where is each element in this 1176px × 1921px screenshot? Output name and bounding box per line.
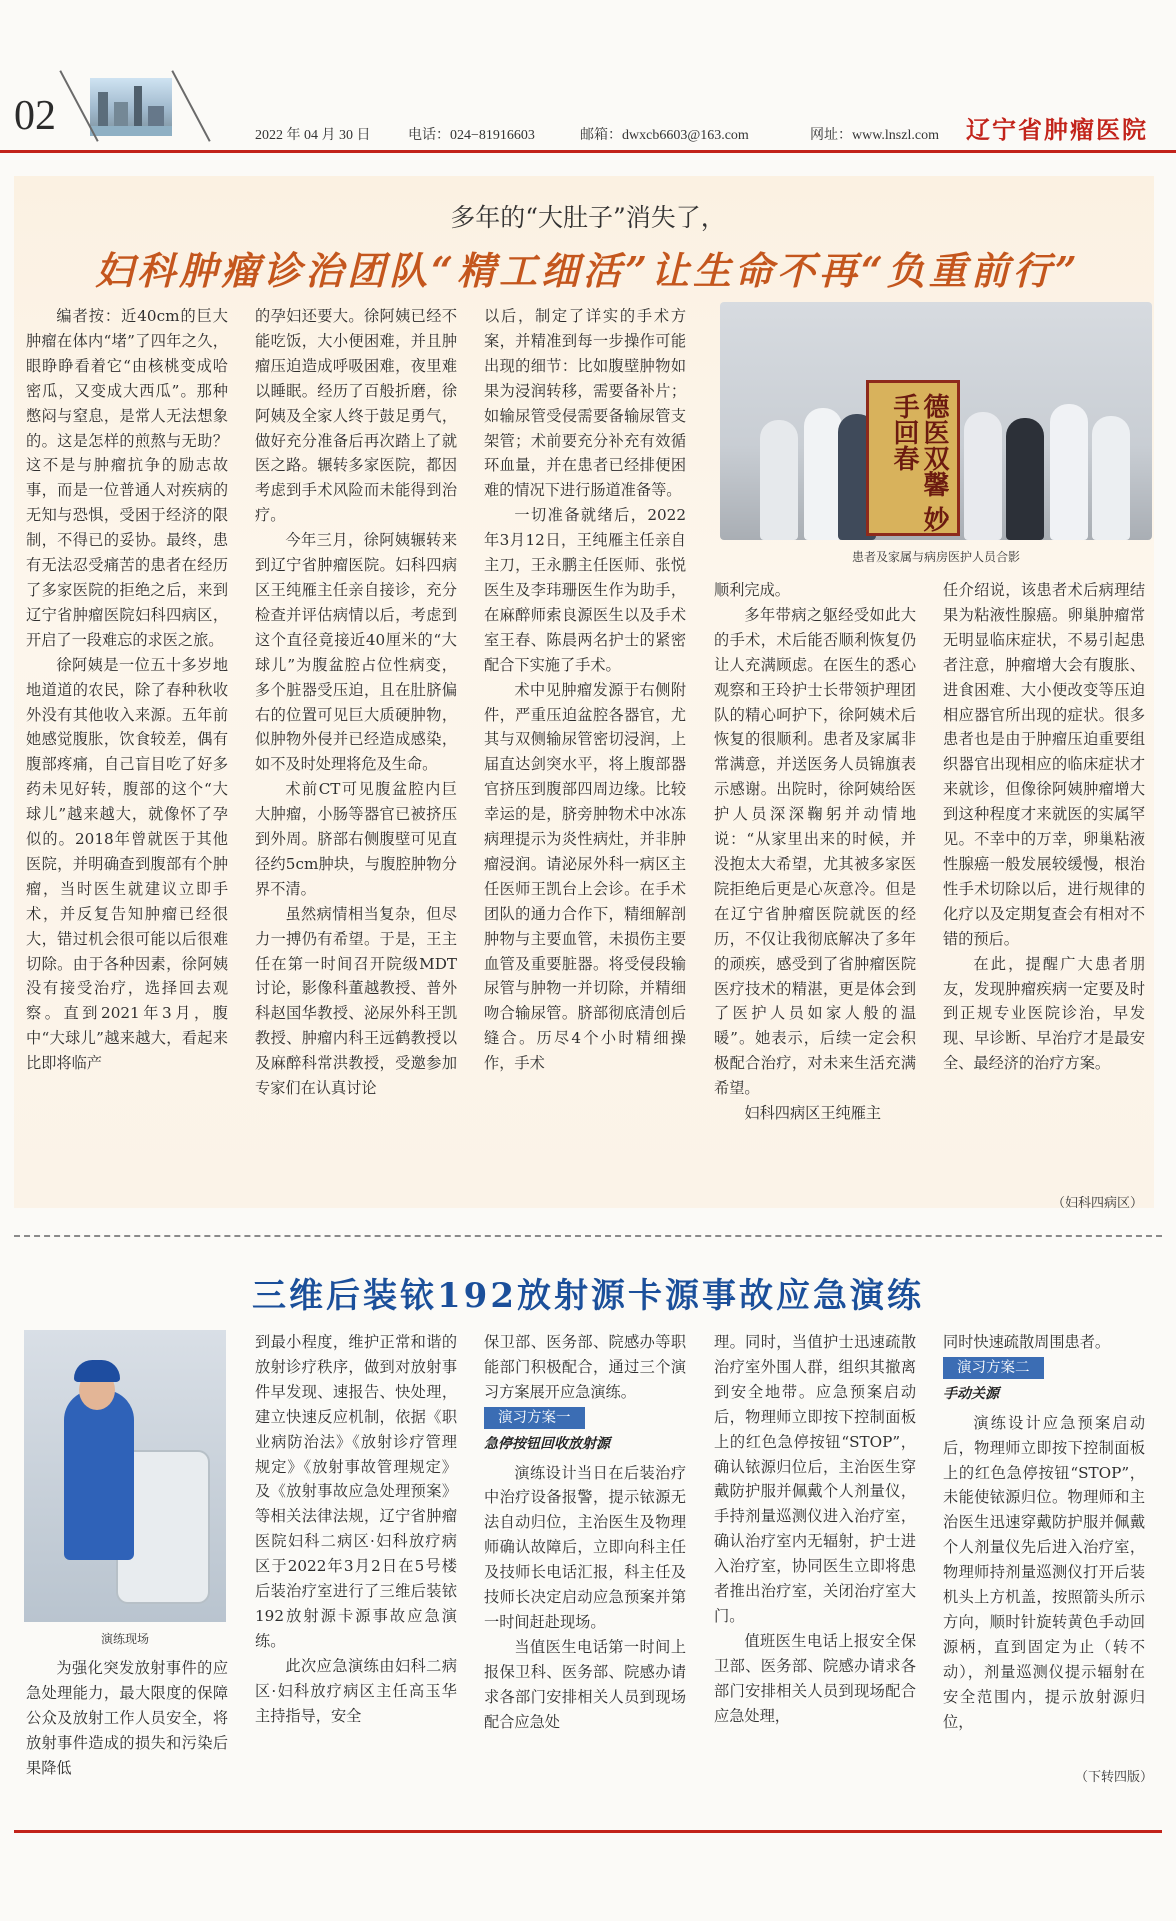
article-1-column-5 [943, 578, 1145, 1076]
paragraph: 理。同时，当值护士迅速疏散治疗室外围人群，组织其撤离到安全地带。应急预案启动后，物理师立即按下控制面板上的红色急停按钮“STOP”，确认铱源归位后，主治医生穿戴防护服并佩戴个人剂量仪，手持剂量巡测仪进入治疗室，确认治疗室内无辐射，护士进入治疗室，协同医生立即将患者推出治疗室，关闭治疗室大门。 [714, 1333, 916, 1625]
paragraph: 以后，制定了详实的手术方案，并精准到每一步操作可能出现的细节：比如腹壁肿物如果为浸润转移，需要备补片；如输尿管受侵需要备输尿管支架管；术前要充分补充有效循环血量，并在患者已经排便困难的情况下进行肠道准备等。 [484, 307, 686, 500]
website-link[interactable]: 网址：www.lnszl.com [810, 128, 939, 143]
article-2-column-4 [714, 1330, 916, 1729]
issue-date: 2022 年 04 月 30 日 [255, 128, 371, 143]
paragraph: 的孕妇还要大。徐阿姨已经不能吃饭，大小便困难，并且肿瘤压迫造成呼吸困难，夜里难以睡眠。经历了百般折磨，徐阿姨及全家人终于鼓足勇气，做好充分准备后再次踏上了就医之路。辗转多家医院，都因考虑到手术风险而未能得到治疗。 [255, 307, 457, 525]
article-1-column-4 [714, 578, 916, 1126]
article-1-column-1 [26, 304, 228, 1076]
article-1-signature: （妇科四病区） [1052, 1196, 1144, 1211]
drill-site-photo [24, 1330, 226, 1622]
paragraph: 编者按：近40cm的巨大肿瘤在体内“堵”了四年之久，眼睁睁看着它“由核桃变成哈密瓜，又变成大西瓜”。那种憋闷与窒息，是常人无法想象的。这是怎样的煎熬与无助？这不是与肿瘤抗争的励志故事，而是一位普通人对疾病的无知与恐惧，受困于经济的限制，不得已的妥协。最终，患有无法忍受痛苦的患者在经历了多家医院的拒绝之后，来到辽宁省肿瘤医院妇科四病区，开启了一段难忘的求医之旅。 [26, 307, 228, 649]
article-2-column-5 [943, 1330, 1145, 1735]
hospital-brand: 辽宁省肿瘤医院 [966, 115, 1148, 144]
article-1-headline: 妇科肿瘤诊治团队“精工细活”让生命不再“负重前行” [95, 248, 1081, 293]
article-2-photo-caption: 演练现场 [100, 1632, 149, 1646]
article-2-column-2 [255, 1330, 457, 1729]
paragraph: 任介绍说，该患者术后病理结果为粘液性腺癌。卵巢肿瘤常无明显临床症状，不易引起患者注意，肿瘤增大会有腹胀、进食困难、大小便改变等压迫相应器官所出现的症状。很多患者也是由于肿瘤压迫重要组织器官出现相应的临床症状才来就诊，但像徐阿姨肿瘤增大到这种程度才来就医的实属罕见。不幸中的万幸，卵巢粘液性腺癌一般发展较缓慢，根治性手术切除以后，进行规律的化疗以及定期复查会有相对不错的预后。 [943, 581, 1145, 948]
paragraph: 一切准备就绪后，2022年3月12日，王纯雁主任亲自主刀，王永鹏主任医师、张悦医生及李玮珊医生作为助手，在麻醉师索良源医生以及手术室王春、陈晨两名护士的紧密配合下实施了手术。 [484, 506, 686, 674]
article-1-photo-caption: 患者及家属与病房医护人员合影 [851, 550, 1020, 564]
contact-email: 邮箱：dwxcb6603@163.com [580, 128, 749, 143]
article-1-column-2 [255, 304, 457, 1101]
footer-rule [14, 1830, 1162, 1833]
paragraph: 妇科四病区王纯雁主 [744, 1104, 882, 1123]
header-rule [0, 150, 1176, 153]
article-2-column-3 [484, 1330, 686, 1735]
paragraph: 术前CT可见腹盆腔内巨大肿瘤，小肠等器官已被挤压到外周。脐部右侧腹壁可见直径约5cm肿块，与腹腔肿物分界不清。 [255, 780, 457, 898]
paragraph: 徐阿姨是一位五十多岁地地道道的农民，除了春种秋收外没有其他收入来源。五年前她感觉腹胀，饮食较差，偶有腹部疼痛，自己盲目吃了好多药未见好转，腹部的这个“大球儿”越来越大，就像怀了孕似的。2018年曾就医于其他医院，并明确查到腹部有个肿瘤，当时医生就建议立即手术，并反复告知肿瘤已经很大，错过机会很可能以后很难切除。由于各种因素，徐阿姨没有接受治疗，选择回去观察。直到2021年3月，腹中“大球儿”越来越大，看起来比即将临产 [26, 655, 228, 1073]
paragraph: 保卫部、医务部、院感办等职能部门积极配合，通过三个演习方案展开应急演练。 [484, 1333, 686, 1401]
paragraph: 在此，提醒广大患者朋友，发现肿瘤疾病一定要及时到正规专业医院诊治，早发现、早诊断、早治疗才是最安全、最经济的治疗方案。 [943, 954, 1145, 1073]
paragraph: 为强化突发放射事件的应急处理能力，最大限度的保障公众及放射工作人员安全，将放射事件造成的损失和污染后果降低 [26, 1659, 228, 1777]
paragraph: 今年三月，徐阿姨辗转来到辽宁省肿瘤医院。妇科四病区王纯雁主任亲自接诊，充分检查并评估病情以后，考虑到这个直径竟接近40厘米的“大球儿”为腹盆腔占位性病变，多个脏器受压迫，且在肚脐偏右的位置可见巨大质硬肿物，似肿物外侵并已经造成感染，如不及时处理将危及生命。 [255, 531, 457, 774]
paragraph: 值班医生电话上报安全保卫部、医务部、院感办请求各部门安排相关人员到现场配合应急处理， [714, 1631, 916, 1725]
paragraph: 术中见肿瘤发源于右侧附件，严重压迫盆腔各器官，尤其与双侧输尿管密切浸润，上届直达剑突水平，将上腹部器官挤压到腹部四周边缘。比较幸运的是，脐旁肿物术中冰冻病理提示为炎性病灶，并非肿瘤浸润。请泌尿外科一病区主任医师王凯台上会诊。在手术团队的通力合作下，精细解剖肿物与主要血管，未损伤主要血管及重要脏器。将受侵段输尿管与肿物一并切除，并精细吻合输尿管。脐部彻底清创后缝合。历尽4个小时精细操作，手术 [484, 680, 686, 1073]
paragraph: 到最小程度，维护正常和谐的放射诊疗秩序，做到对放射事件早发现、速报告、快处理，建立快速反应机制，依据《职业病防治法》《放射诊疗管理规定》《放射事故管理规定》及《放射事故应急处理预案》等相关法律法规，辽宁省肿瘤医院妇科二病区·妇科放疗病区于2022年3月2日在5号楼后装治疗室进行了三维后装铱192放射源卡源事故应急演练。 [255, 1333, 457, 1650]
plan-2-tag: 演习方案二 [943, 1357, 1044, 1379]
paragraph: 演练设计应急预案启动后，物理师立即按下控制面板上的红色急停按钮“STOP”，未能使铱源归位。物理师和主治医生迅速穿戴防护服并佩戴个人剂量仪先后进入治疗室，物理师持剂量巡测仪打开后装机头上方机盖，按照箭头所示方向，顺时针旋转黄色手动回源柄，直到固定为止（转不动），剂量巡测仪提示辐射在安全范围内，提示放射源归位， [943, 1413, 1145, 1731]
header-divider-right [171, 70, 210, 142]
paragraph: 虽然病情相当复杂，但尽力一搏仍有希望。于是，王主任在第一时间召开院级MDT讨论，影像科董越教授、普外科赵国华教授、泌尿外科王凯教授、肿瘤内科王远鹤教授以及麻醉科常洪教授，受邀参加专家们在认真讨论 [255, 904, 457, 1098]
article-1-subtitle: 多年的“大肚子”消失了， [450, 203, 726, 232]
article-2-column-1 [26, 1656, 228, 1781]
section-divider [14, 1235, 1162, 1237]
article-1-column-3 [484, 304, 686, 1076]
header-thumbnail [90, 78, 172, 136]
paragraph: 当值医生电话第一时间上报保卫科、医务部、院感办请求各部门安排相关人员到现场配合应急处 [484, 1637, 686, 1731]
paragraph: 同时快速疏散周围患者。 [943, 1333, 1111, 1351]
paragraph: 多年带病之躯经受如此大的手术，术后能否顺利恢复仍让人充满顾虑。在医生的悉心观察和王玲护士长带领护理团队的精心呵护下，徐阿姨术后恢复的很顺利。患者及家属非常满意，并送医务人员锦旗表示感谢。出院时，徐阿姨给医护人员深深鞠躬并动情地说：“从家里出来的时候，并没抱太大希望，尤其被多家医院拒绝后更是心灰意冷。但是在辽宁省肿瘤医院就医的经历，不仅让我彻底解决了多年的顽疾，感受到了省肿瘤医院医疗技术的精湛，更是体会到了医护人员如家人般的温暖”。她表示，后续一定会积极配合治疗，对未来生活充满希望。 [714, 605, 916, 1098]
paragraph: 演练设计当日在后装治疗中治疗设备报警，提示铱源无法自动归位，主治医生及物理师确认故障后，立即向科主任及技师长电话汇报，科主任及技师长决定启动应急预案并第一时间赶赴现场。 [484, 1463, 686, 1631]
paragraph: 顺利完成。 [714, 581, 790, 599]
continued-note: （下转四版） [1075, 1770, 1154, 1785]
article-2-headline: 三维后装铱192放射源卡源事故应急演练 [252, 1276, 924, 1316]
page-number: 02 [14, 93, 56, 139]
plan-1-subtitle: 急停按钮回收放射源 [484, 1435, 610, 1452]
patient-group-photo [720, 302, 1152, 540]
contact-phone: 电话：024−81916603 [408, 128, 535, 143]
paragraph: 此次应急演练由妇科二病区·妇科放疗病区主任高玉华主持指导，安全 [255, 1656, 457, 1725]
plan-2-subtitle: 手动关源 [943, 1385, 999, 1402]
thank-you-banner: 德医双馨 妙手回春 [866, 380, 960, 536]
plan-1-tag: 演习方案一 [484, 1407, 585, 1429]
